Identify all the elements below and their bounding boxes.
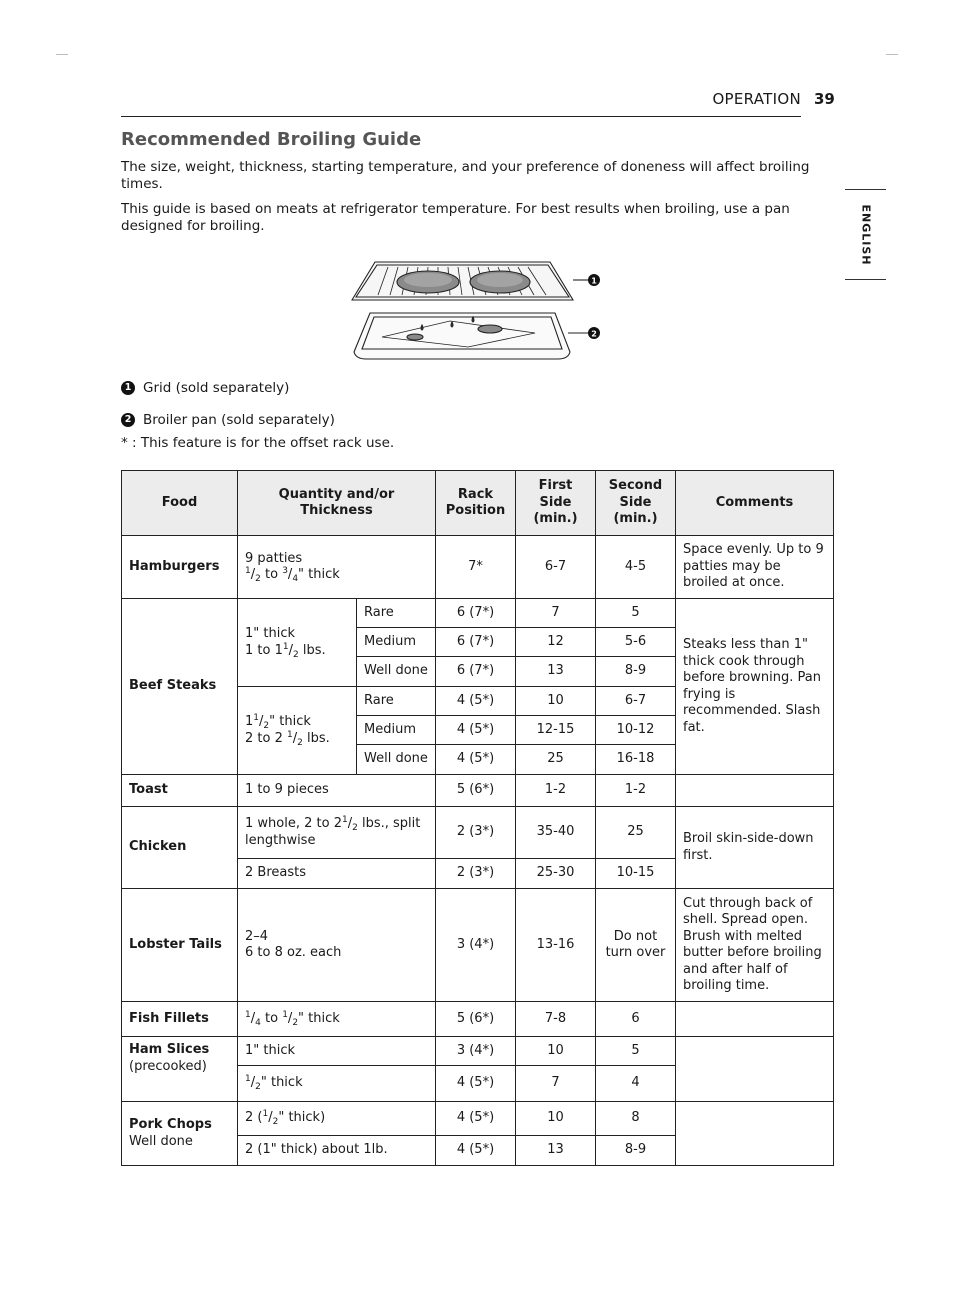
first-cell: 7 [516,1066,596,1102]
first-cell: 25-30 [516,859,596,889]
food-fish-fillets: Fish Fillets [122,1002,238,1037]
rack-toast: 5 (6*) [436,775,516,807]
doneness-cell: Well done [357,745,436,775]
first-cell: 10 [516,687,596,716]
comment-toast [676,775,834,807]
qty-hamburgers: 9 patties $^1/_2$ to $^3/_4$" thick [238,536,436,599]
callout-1-number: 1 [591,276,597,286]
table-header-row [122,471,834,536]
table-row [122,599,834,628]
food-chicken: Chicken [122,807,238,889]
second-cell: 8 [596,1102,676,1136]
header-comments: Comments [676,471,834,536]
first-cell: 35-40 [516,807,596,859]
qty-toast: 1 to 9 pieces [238,775,436,807]
qty-pork-half-inch: 2 ($^1/_2$" thick) [238,1102,436,1136]
page-number: 39 [814,90,835,108]
food-ham-slices: Ham Slices (precooked) [122,1037,238,1102]
table-row [122,775,834,807]
qty-lobster: 2–4 6 to 8 oz. each [238,889,436,1002]
legend-number-1: 1 [121,381,135,395]
second-cell: 10-15 [596,859,676,889]
rack-cell: 6 (7*) [436,599,516,628]
page-header [121,89,801,117]
doneness-cell: Medium [357,716,436,745]
header-second-side: Second Side (min.) [596,471,676,536]
legend-label-broiler-pan: Broiler pan (sold separately) [143,412,335,428]
doneness-cell: Rare [357,599,436,628]
second-cell: 4 [596,1066,676,1102]
second-lobster: Do not turn over [596,889,676,1002]
header-quantity: Quantity and/or Thickness [238,471,436,536]
first-cell: 25 [516,745,596,775]
header-rack: Rack Position [436,471,516,536]
doneness-cell: Rare [357,687,436,716]
second-toast: 1-2 [596,775,676,807]
rack-cell: 4 (5*) [436,687,516,716]
table-row [122,536,834,599]
qty-fish: $^1/_4$ to $^1/_2$" thick [238,1002,436,1037]
second-cell: 10-12 [596,716,676,745]
callout-2-number: 2 [591,329,597,339]
qty-pork-1inch: 2 (1" thick) about 1lb. [238,1136,436,1166]
doneness-cell: Medium [357,628,436,657]
second-cell: 25 [596,807,676,859]
rack-cell: 4 (5*) [436,716,516,745]
rack-cell: 2 (3*) [436,859,516,889]
table-row [122,1037,834,1066]
food-pork-chops: Pork Chops Well done [122,1102,238,1166]
rack-cell: 6 (7*) [436,628,516,657]
intro-paragraph-1: The size, weight, thickness, starting temperature, and your preference of doneness will affect broiling times. [121,159,810,192]
second-fish: 6 [596,1002,676,1037]
language-side-tab [845,189,886,280]
first-toast: 1-2 [516,775,596,807]
comment-pork [676,1102,834,1166]
rack-cell: 4 (5*) [436,745,516,775]
rack-cell: 3 (4*) [436,1037,516,1066]
section-title: OPERATION [712,90,801,108]
first-cell: 10 [516,1037,596,1066]
second-cell: 5-6 [596,628,676,657]
first-cell: 12 [516,628,596,657]
first-cell: 13 [516,657,596,687]
food-beef-steaks: Beef Steaks [122,599,238,775]
qty-ham-1inch: 1" thick [238,1037,436,1066]
rack-hamburgers: 7* [436,536,516,599]
legend-item-broiler-pan [121,412,335,428]
offset-rack-note: * : This feature is for the offset rack use. [121,435,395,451]
crop-mark [886,54,898,55]
page-title: Recommended Broiling Guide [121,129,422,150]
header-food: Food [122,471,238,536]
second-cell: 8-9 [596,657,676,687]
table-row [122,889,834,1002]
rack-cell: 4 (5*) [436,1066,516,1102]
qty-chicken-breasts: 2 Breasts [238,859,436,889]
first-lobster: 13-16 [516,889,596,1002]
food-hamburgers: Hamburgers [122,536,238,599]
qty-chicken-whole: 1 whole, 2 to $2^1/_2$ lbs., split lengthwise [238,807,436,859]
second-cell: 8-9 [596,1136,676,1166]
qty-beef-1-half-inch: $1^1/_2$" thick 2 to 2 $^1/_2$ lbs. [238,687,357,775]
header-first-side: First Side (min.) [516,471,596,536]
table-row [122,1002,834,1037]
doneness-cell: Well done [357,657,436,687]
rack-fish: 5 (6*) [436,1002,516,1037]
qty-ham-half-inch: $^1/_2$" thick [238,1066,436,1102]
table-row [122,1102,834,1136]
comment-ham [676,1037,834,1102]
comment-lobster: Cut through back of shell. Spread open. Brush with melted butter before broiling and after half of broiling time. [676,889,834,1002]
food-toast: Toast [122,775,238,807]
broiling-guide-table [121,470,834,1166]
first-hamburgers: 6-7 [516,536,596,599]
first-fish: 7-8 [516,1002,596,1037]
legend-label-grid: Grid (sold separately) [143,380,290,396]
first-cell: 10 [516,1102,596,1136]
rack-lobster: 3 (4*) [436,889,516,1002]
second-cell: 5 [596,599,676,628]
rack-cell: 4 (5*) [436,1136,516,1166]
second-cell: 6-7 [596,687,676,716]
second-hamburgers: 4-5 [596,536,676,599]
comment-chicken: Broil skin-side-down first. [676,807,834,889]
intro-paragraph-2: This guide is based on meats at refrigerator temperature. For best results when broiling, use a pan designed for broiling. [121,201,790,234]
comment-beef-steaks: Steaks less than 1" thick cook through before browning. Pan frying is recommended. Slash fat. [676,599,834,775]
second-cell: 5 [596,1037,676,1066]
rack-cell: 6 (7*) [436,657,516,687]
food-lobster-tails: Lobster Tails [122,889,238,1002]
comment-hamburgers: Space evenly. Up to 9 patties may be broiled at once. [676,536,834,599]
broiler-pan-illustration [340,255,610,367]
crop-mark [56,54,68,55]
first-cell: 12-15 [516,716,596,745]
table-row [122,807,834,859]
rack-cell: 2 (3*) [436,807,516,859]
legend-item-grid [121,380,289,396]
legend-number-2: 2 [121,413,135,427]
first-cell: 7 [516,599,596,628]
language-label: ENGLISH [859,204,872,265]
rack-cell: 4 (5*) [436,1102,516,1136]
qty-beef-1inch: 1" thick 1 to $1^1/_2$ lbs. [238,599,357,687]
first-cell: 13 [516,1136,596,1166]
grid-outline [352,262,573,300]
second-cell: 16-18 [596,745,676,775]
comment-fish [676,1002,834,1037]
